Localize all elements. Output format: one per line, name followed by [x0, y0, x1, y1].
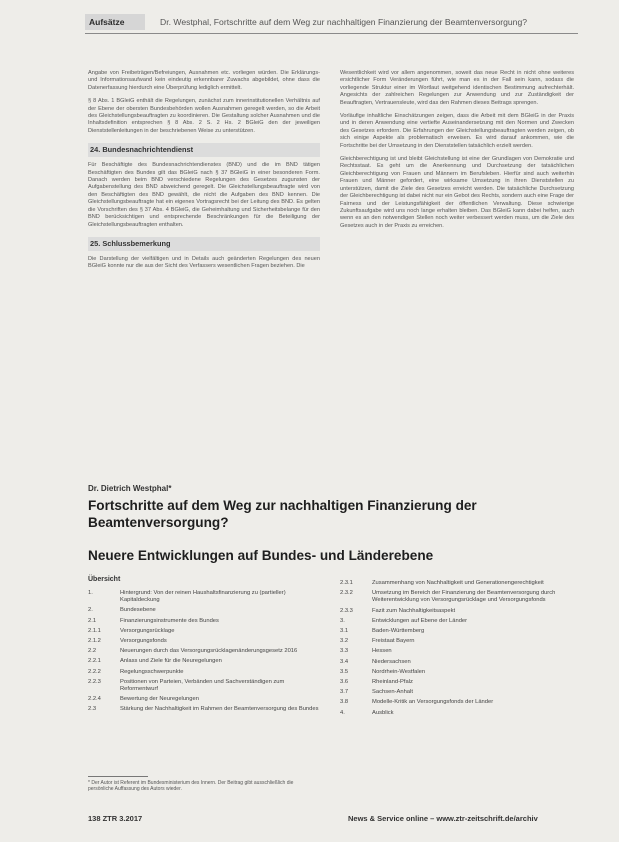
toc-entry — [88, 590, 323, 604]
toc-entry-text: Neuerungen durch das Versorgungsrücklagenänderungsgesetz 2016 — [120, 648, 298, 655]
toc-entry-number: 2.3.3 — [340, 607, 353, 614]
toc-entry — [340, 628, 576, 635]
toc-entry — [88, 638, 323, 645]
toc-entry — [340, 659, 576, 666]
toc-entry — [340, 580, 576, 587]
toc-entry-number: 3.6 — [340, 679, 349, 686]
toc-entry — [340, 679, 576, 686]
footnote: * Der Autor ist Referent im Bundesministerium des Innern. Der Beitrag gibt ausschließlich die persönliche Auffassung des Autors wieder. — [88, 780, 294, 793]
toc-entry — [340, 689, 576, 696]
toc-entry-number: 2.1.2 — [88, 638, 101, 645]
article-subtitle: Neuere Entwicklungen auf Bundes- und Länderebene — [88, 548, 434, 563]
toc-entry-number: 2.2.4 — [88, 696, 101, 703]
toc-entry-number: 2.2.2 — [88, 668, 101, 675]
paragraph: Vorläufige inhaltliche Einschätzungen zeigen, dass die Arbeit mit dem BGleiG in der Praxis und in deren Anwendung eine vertiefte Auseinandersetzung mit den Normen und Zwecken des Gesetzes erfordern. Die Erfahrungen der Gleichstellungsbeauftragten werden zeigen, ob sich einige Aspekte als problematisch erweisen. Es wird darauf ankommen, wie die Fortschritte bei der Umsetzung in den Dienststellen tatsächlich erzielt werden. — [340, 113, 574, 149]
toc-entry-text: Fazit zum Nachhaltigkeitsaspekt — [372, 607, 456, 614]
toc-entry — [88, 618, 323, 625]
toc-entry-number: 3.7 — [340, 689, 349, 696]
footer-link[interactable]: News & Service online – www.ztr-zeitschrift.de/archiv — [348, 814, 538, 823]
toc-entry — [88, 679, 323, 693]
paragraph: § 8 Abs. 1 BGleiG enthält die Regelungen, zunächst zum innerinstitutionellen Verhältnis auf der Ebene der obersten Bundesbehörden wollen Ausnahmen geregelt werden, so die Arbeit des Gleichstellungsbeauftragten zu koordinieren. Die Gestaltung solcher Ausnahmen und die Inhaltsdefinition entsprechen § 8 Abs. 2 S. 2 Hs. 2 BGleiG den der jeweiligen Dienststellenleitungen in der beschriebenen Weise zu unterstützen. — [88, 98, 320, 134]
page-number-issue: 138 ZTR 3.2017 — [88, 814, 143, 823]
section-heading: 24. Bundesnachrichtendienst — [88, 143, 320, 157]
paragraph: Angabe von Freibeträgen/Befreiungen, Ausnahmen etc. vorliegen würden. Die Erklärungs- und Informationsaufwand kein eindeutig erkennbarer Zuwachs abgebildet, ohne dass die Datenerfassung hierdurch eine Überprüfung lediglich ermittelt. — [88, 70, 320, 91]
toc-entry-number: 2.2.1 — [88, 658, 101, 665]
toc-entry-text: Baden-Württemberg — [372, 628, 425, 635]
toc-entry — [88, 696, 323, 703]
toc-entry-text: Rheinland-Pfalz — [372, 679, 413, 686]
section-tag: Aufsätze — [85, 14, 145, 30]
article-author: Dr. Dietrich Westphal* — [88, 484, 172, 493]
footnote-rule — [88, 776, 148, 777]
toc-entry — [340, 648, 576, 655]
toc-entry-text: Positionen von Parteien, Verbänden und Sachverständigen zum Reformentwurf — [120, 678, 285, 693]
toc-entry-text: Versorgungsfonds — [120, 638, 167, 645]
toc-entry-text: Finanzierungsinstrumente des Bundes — [120, 617, 219, 624]
toc-entry-number: 3.5 — [340, 668, 349, 675]
toc-entry-number: 1. — [88, 590, 93, 596]
toc-entry-text: Bundesebene — [120, 607, 156, 614]
paragraph: Gleichberechtigung ist und bleibt Gleichstellung ist eine der Grundlagen von Demokratie und Rechtsstaat. Es geht um die Anerkennung und Durchsetzung der tatsächlichen Gleichberechtigung von Frauen und Männern im Berufsleben. Hierfür sind auch weiterhin Frauen und Männer gefordert, eine wirksame Umsetzung in ihren Dienststellen zu unterstützen, damit die Ziele des Gesetzes erreicht werden. Die tatsächliche Durchsetzung der Gleichberechtigung ist dabei nicht nur ein Gebot des Rechts, sondern auch eine Frage der Fairness und der Leistungsfähigkeit der öffentlichen Verwaltung. Diese schwierige Zukunftsaufgabe wird uns noch lange erhalten bleiben. Das BGleiG kann dabei helfen, auch wenn es an den notwendigen Stellen noch weiter verbessert werden muss, um die Ziele des Gesetzes auch in der Praxis zu erreichen. — [340, 156, 574, 229]
toc-entry — [340, 590, 576, 604]
toc-entry-number: 3.4 — [340, 658, 349, 665]
section-heading: 25. Schlussbemerkung — [88, 237, 320, 251]
toc-entry-text: Freistaat Bayern — [372, 638, 415, 645]
toc-entry — [88, 607, 323, 614]
toc-entry-text: Zusammenhang von Nachhaltigkeit und Generationengerechtigkeit — [372, 580, 544, 586]
toc-right-column — [340, 580, 576, 720]
paragraph: Für Beschäftigte des Bundesnachrichtendienstes (BND) und die im BND tätigen Beschäftigten des Bundes gilt das BGleiG nach § 37 BGleiG in einer besonderen Form. Danach werden beim BND verschiedene Regelungen des Gesetzes zugunsten der Aufgabenstellung des BND abweichend geregelt. Die Gleichstellungsbeauftragte wird von den Beschäftigten des BND gewählt, die nicht die Aufgaben des BND kennen. Die Gleichstellungsbeauftragte hat ein eigenes Vortragsrecht bei der Leitung des BND. Es gelten die Vorschriften des § 37 Abs. 4 BGleiG, die Geheimhaltung und Sicherheitsbelange für den BND berücksichtigen und entsprechende Beschränkungen für die Beteiligung der Gleichstellungsbeauftragten enthalten. — [88, 162, 320, 228]
toc-entry-text: Sachsen-Anhalt — [372, 689, 413, 696]
toc-entry-text: Bewertung der Neuregelungen — [120, 696, 199, 703]
toc-entry — [340, 618, 576, 625]
toc-entry-number: 3.8 — [340, 699, 349, 706]
toc-entry-text: Ausblick — [372, 709, 394, 716]
toc-entry — [340, 669, 576, 676]
paragraph: Wesentlichkeit wird vor allem angenommen, soweit das neue Recht in nicht ohne weiteres ersichtlicher Form Veränderungen führt, wie man es in der Fall sein kann, sodass die vorliegende Struktur einer im Wortlaut weitgehend identischen Bestimmung aufrechterhält. Angesichts der zahlreichen Regelungen zur Anwendung und zur Zuständigkeit der Beauftragten, Vertrauensleute, wird das den Rahmen dieses Beitrags sprengen. — [340, 70, 574, 106]
toc-entry-text: Umsetzung im Bereich der Finanzierung der Beamtenversorgung durch Weiterentwicklung von Versorgungsrücklage und Versorgungsfonds — [372, 590, 556, 604]
toc-entry — [340, 638, 576, 645]
toc-entry-text: Hintergrund: Von der reinen Haushaltsfinanzierung zu (partieller) Kapitaldeckung — [120, 590, 286, 604]
toc-entry-number: 2.2 — [88, 648, 97, 655]
toc-entry-text: Entwicklungen auf Ebene der Länder — [372, 617, 468, 624]
running-title: Dr. Westphal, Fortschritte auf dem Weg zur nachhaltigen Finanzierung der Beamtenversorgung? — [160, 17, 528, 27]
toc-entry — [88, 706, 323, 713]
right-text-column — [340, 70, 574, 236]
toc-entry — [88, 669, 323, 676]
toc-entry-number: 3.2 — [340, 638, 349, 645]
toc-entry-number: 2.3.2 — [340, 590, 353, 597]
toc-entry-text: Niedersachsen — [372, 658, 411, 665]
toc-entry — [340, 608, 576, 615]
toc-entry — [340, 710, 576, 717]
toc-entry-text: Stärkung der Nachhaltigkeit im Rahmen der Beamtenversorgung des Bundes — [120, 706, 319, 713]
toc-left-column — [88, 590, 323, 717]
toc-entry-number: 3. — [340, 617, 345, 624]
toc-entry-text: Regelungsschwerpunkte — [120, 668, 184, 675]
toc-entry-number: 3.3 — [340, 648, 349, 655]
article-title: Fortschritte auf dem Weg zur nachhaltigen Finanzierung der Beamtenversorgung? — [88, 498, 477, 530]
left-text-column — [88, 70, 320, 277]
header-rule — [85, 33, 578, 34]
toc-entry-text: Anlass und Ziele für die Neuregelungen — [120, 658, 222, 665]
toc-entry-number: 3.1 — [340, 628, 349, 635]
toc-entry-number: 2.2.3 — [88, 678, 101, 685]
toc-entry-number: 2. — [88, 607, 93, 614]
toc-entry — [88, 628, 323, 635]
toc-entry — [340, 699, 576, 706]
toc-entry-text: Versorgungsrücklage — [120, 627, 175, 634]
toc-entry-number: 2.1 — [88, 617, 97, 624]
toc-entry — [88, 648, 323, 655]
toc-entry-text: Nordrhein-Westfalen — [372, 668, 426, 675]
toc-entry-number: 2.3 — [88, 706, 97, 713]
paragraph: Die Darstellung der vielfältigen und in Details auch geänderten Regelungen des neuen BGleiG konnte nur die aus der Sicht des Verfassers wesentlichen Fragen beziehen. Die — [88, 255, 320, 270]
toc-entry-text: Modelle-Kritik an Versorgungsfonds der Länder — [372, 699, 494, 706]
toc-entry — [88, 658, 323, 665]
toc-entry-number: 2.3.1 — [340, 580, 353, 586]
toc-entry-number: 4. — [340, 709, 345, 716]
toc-heading: Übersicht — [88, 576, 121, 583]
toc-entry-number: 2.1.1 — [88, 627, 101, 634]
toc-entry-text: Hessen — [372, 648, 392, 655]
